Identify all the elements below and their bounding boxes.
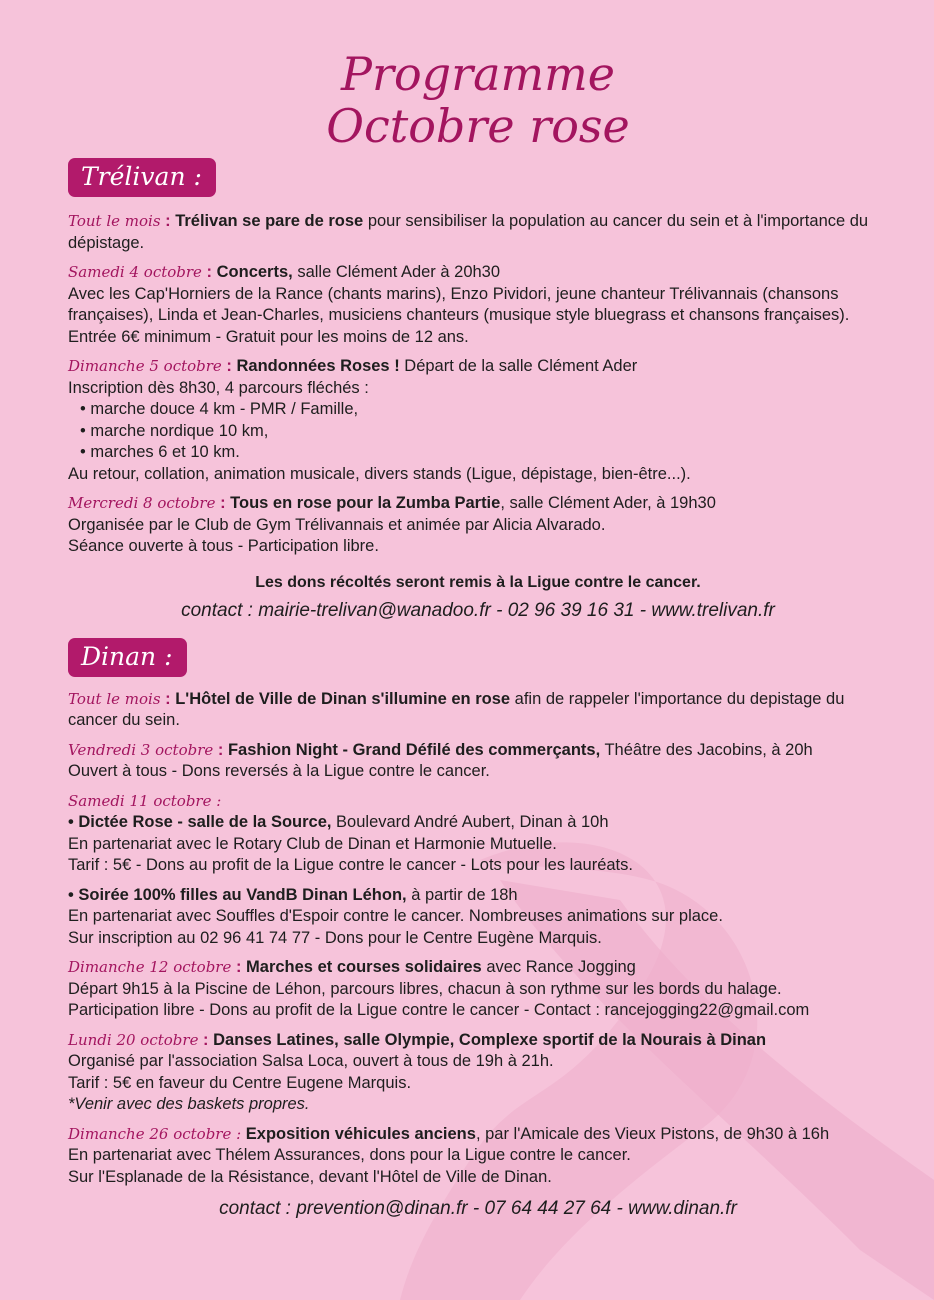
event-text: à partir de 18h xyxy=(406,885,518,904)
event-detail: Sur l'Esplanade de la Résistance, devant l'Hôtel de Ville de Dinan. xyxy=(68,1167,552,1186)
event-text: salle Clément Ader à 20h30 xyxy=(292,263,501,281)
event-date: Vendredi 3 octobre xyxy=(68,740,214,759)
event-note: *Venir avec des baskets propres. xyxy=(68,1095,310,1113)
event-title: • Dictée Rose - salle de la Source, xyxy=(68,813,332,831)
donations-note: Les dons récoltés seront remis à la Ligue contre le cancer. xyxy=(255,573,701,591)
event-detail: Tarif : 5€ en faveur du Centre Eugene Marquis. xyxy=(68,1073,412,1092)
event-date: Samedi 11 octobre : xyxy=(68,791,222,810)
event-trelivan-randonnees xyxy=(68,356,888,485)
title-line-2: Octobre rose xyxy=(326,99,630,153)
event-title: Exposition véhicules anciens xyxy=(241,1124,476,1143)
event-title: Trélivan se pare de rose xyxy=(175,212,364,230)
section-heading-dinan: Dinan : xyxy=(68,638,187,677)
event-dinan-fashion-night xyxy=(68,740,888,783)
event-date: Lundi 20 octobre xyxy=(68,1030,199,1049)
event-trelivan-all-month xyxy=(68,211,888,254)
route-list xyxy=(68,399,888,464)
event-detail: Séance ouverte à tous - Participation libre. xyxy=(68,537,379,555)
contact-trelivan: contact : mairie-trelivan@wanadoo.fr - 02 96 39 16 31 - www.trelivan.fr xyxy=(181,599,775,621)
title-line-1: Programme xyxy=(341,47,615,101)
event-text: Théâtre des Jacobins, à 20h xyxy=(600,740,813,759)
event-date: Dimanche 12 octobre xyxy=(68,958,232,976)
event-text: Boulevard André Aubert, Dinan à 10h xyxy=(331,813,609,831)
event-detail: Sur inscription au 02 96 41 74 77 - Dons pour le Centre Eugène Marquis. xyxy=(68,928,602,947)
event-text: Départ de la salle Clément Ader xyxy=(399,357,638,375)
event-date: Tout le mois xyxy=(68,689,161,708)
separator: : xyxy=(198,1030,214,1049)
separator: : xyxy=(221,357,237,375)
event-text: avec Rance Jogging xyxy=(481,958,636,976)
section-heading-trelivan: Trélivan : xyxy=(68,158,216,197)
event-title: Fashion Night - Grand Défilé des commerçants, xyxy=(227,740,601,759)
event-detail: Participation libre - Dons au profit de la Ligue contre le cancer - Contact : rancejogging22@gmail.com xyxy=(68,1001,810,1019)
event-dinan-danses xyxy=(68,1030,888,1116)
separator: : xyxy=(160,212,176,230)
event-date: Dimanche 26 octobre : xyxy=(68,1124,242,1143)
event-date: Dimanche 5 octobre xyxy=(68,357,222,375)
event-dinan-soiree xyxy=(68,885,888,950)
event-detail: En partenariat avec le Rotary Club de Dinan et Harmonie Mutuelle. xyxy=(68,834,557,853)
event-title: Randonnées Roses ! xyxy=(236,357,400,375)
event-detail: Organisé par l'association Salsa Loca, ouvert à tous de 19h à 21h. xyxy=(68,1052,554,1070)
separator: : xyxy=(231,958,247,976)
event-title: Danses Latines, salle Olympie, Complexe sportif de la Nourais à Dinan xyxy=(213,1030,767,1049)
event-detail: Avec les Cap'Horniers de la Rance (chants marins), Enzo Pividori, jeune chanteur Trélivannais (chansons françaises), Linda et Jean-Charles, musiciens chanteurs (musique style bluegrass et chansons françaises). Entrée 6€ minimum - Gratuit pour les moins de 12 ans. xyxy=(68,284,850,346)
event-dinan-marches xyxy=(68,957,888,1022)
content-column xyxy=(68,48,888,1222)
list-item: • marche nordique 10 km, xyxy=(80,421,269,440)
event-date: Tout le mois xyxy=(68,212,161,230)
event-text: , par l'Amicale des Vieux Pistons, de 9h30 à 16h xyxy=(475,1124,830,1143)
event-title: Marches et courses solidaires xyxy=(246,958,482,976)
event-dinan-all-month xyxy=(68,689,888,732)
event-detail: En partenariat avec Thélem Assurances, dons pour la Ligue contre le cancer. xyxy=(68,1146,631,1164)
list-item: • marches 6 et 10 km. xyxy=(80,443,240,461)
event-dinan-dictee xyxy=(68,791,888,877)
contact-dinan: contact : prevention@dinan.fr - 07 64 44 27 64 - www.dinan.fr xyxy=(219,1198,737,1219)
separator: : xyxy=(215,494,231,512)
separator: : xyxy=(201,263,217,281)
event-detail: Ouvert à tous - Dons reversés à la Ligue contre le cancer. xyxy=(68,762,490,780)
page-title xyxy=(68,48,888,152)
event-date: Samedi 4 octobre xyxy=(68,263,202,281)
list-item: • marche douce 4 km - PMR / Famille, xyxy=(80,400,359,418)
event-title: • Soirée 100% filles au VandB Dinan Léhon, xyxy=(68,885,407,904)
event-text: , salle Clément Ader, à 19h30 xyxy=(500,494,716,512)
event-text: afin de rappeler l'importance du depistage du cancer du sein. xyxy=(68,689,845,729)
event-title: Tous en rose pour la Zumba Partie xyxy=(230,494,501,512)
event-detail: Départ 9h15 à la Piscine de Léhon, parcours libres, chacun à son rythme sur les bords du halage. xyxy=(68,979,782,998)
event-detail: Au retour, collation, animation musicale, divers stands (Ligue, dépistage, bien-être...). xyxy=(68,464,691,483)
event-title: L'Hôtel de Ville de Dinan s'illumine en rose xyxy=(175,689,511,708)
event-detail: Tarif : 5€ - Dons au profit de la Ligue contre le cancer - Lots pour les lauréats. xyxy=(68,856,633,874)
event-text: pour sensibiliser la population au cancer du sein et à l'importance du dépistage. xyxy=(68,212,869,252)
event-trelivan-zumba xyxy=(68,493,888,558)
event-trelivan-concerts xyxy=(68,262,888,348)
separator: : xyxy=(160,689,176,708)
separator: : xyxy=(213,740,228,759)
event-detail: Inscription dès 8h30, 4 parcours fléchés : xyxy=(68,378,369,397)
event-detail: En partenariat avec Souffles d'Espoir contre le cancer. Nombreuses animations sur place. xyxy=(68,907,723,925)
event-title: Concerts, xyxy=(216,263,293,281)
event-date: Mercredi 8 octobre xyxy=(68,494,216,512)
event-detail: Organisée par le Club de Gym Trélivannais et animée par Alicia Alvarado. xyxy=(68,515,606,534)
event-dinan-exposition xyxy=(68,1124,888,1189)
